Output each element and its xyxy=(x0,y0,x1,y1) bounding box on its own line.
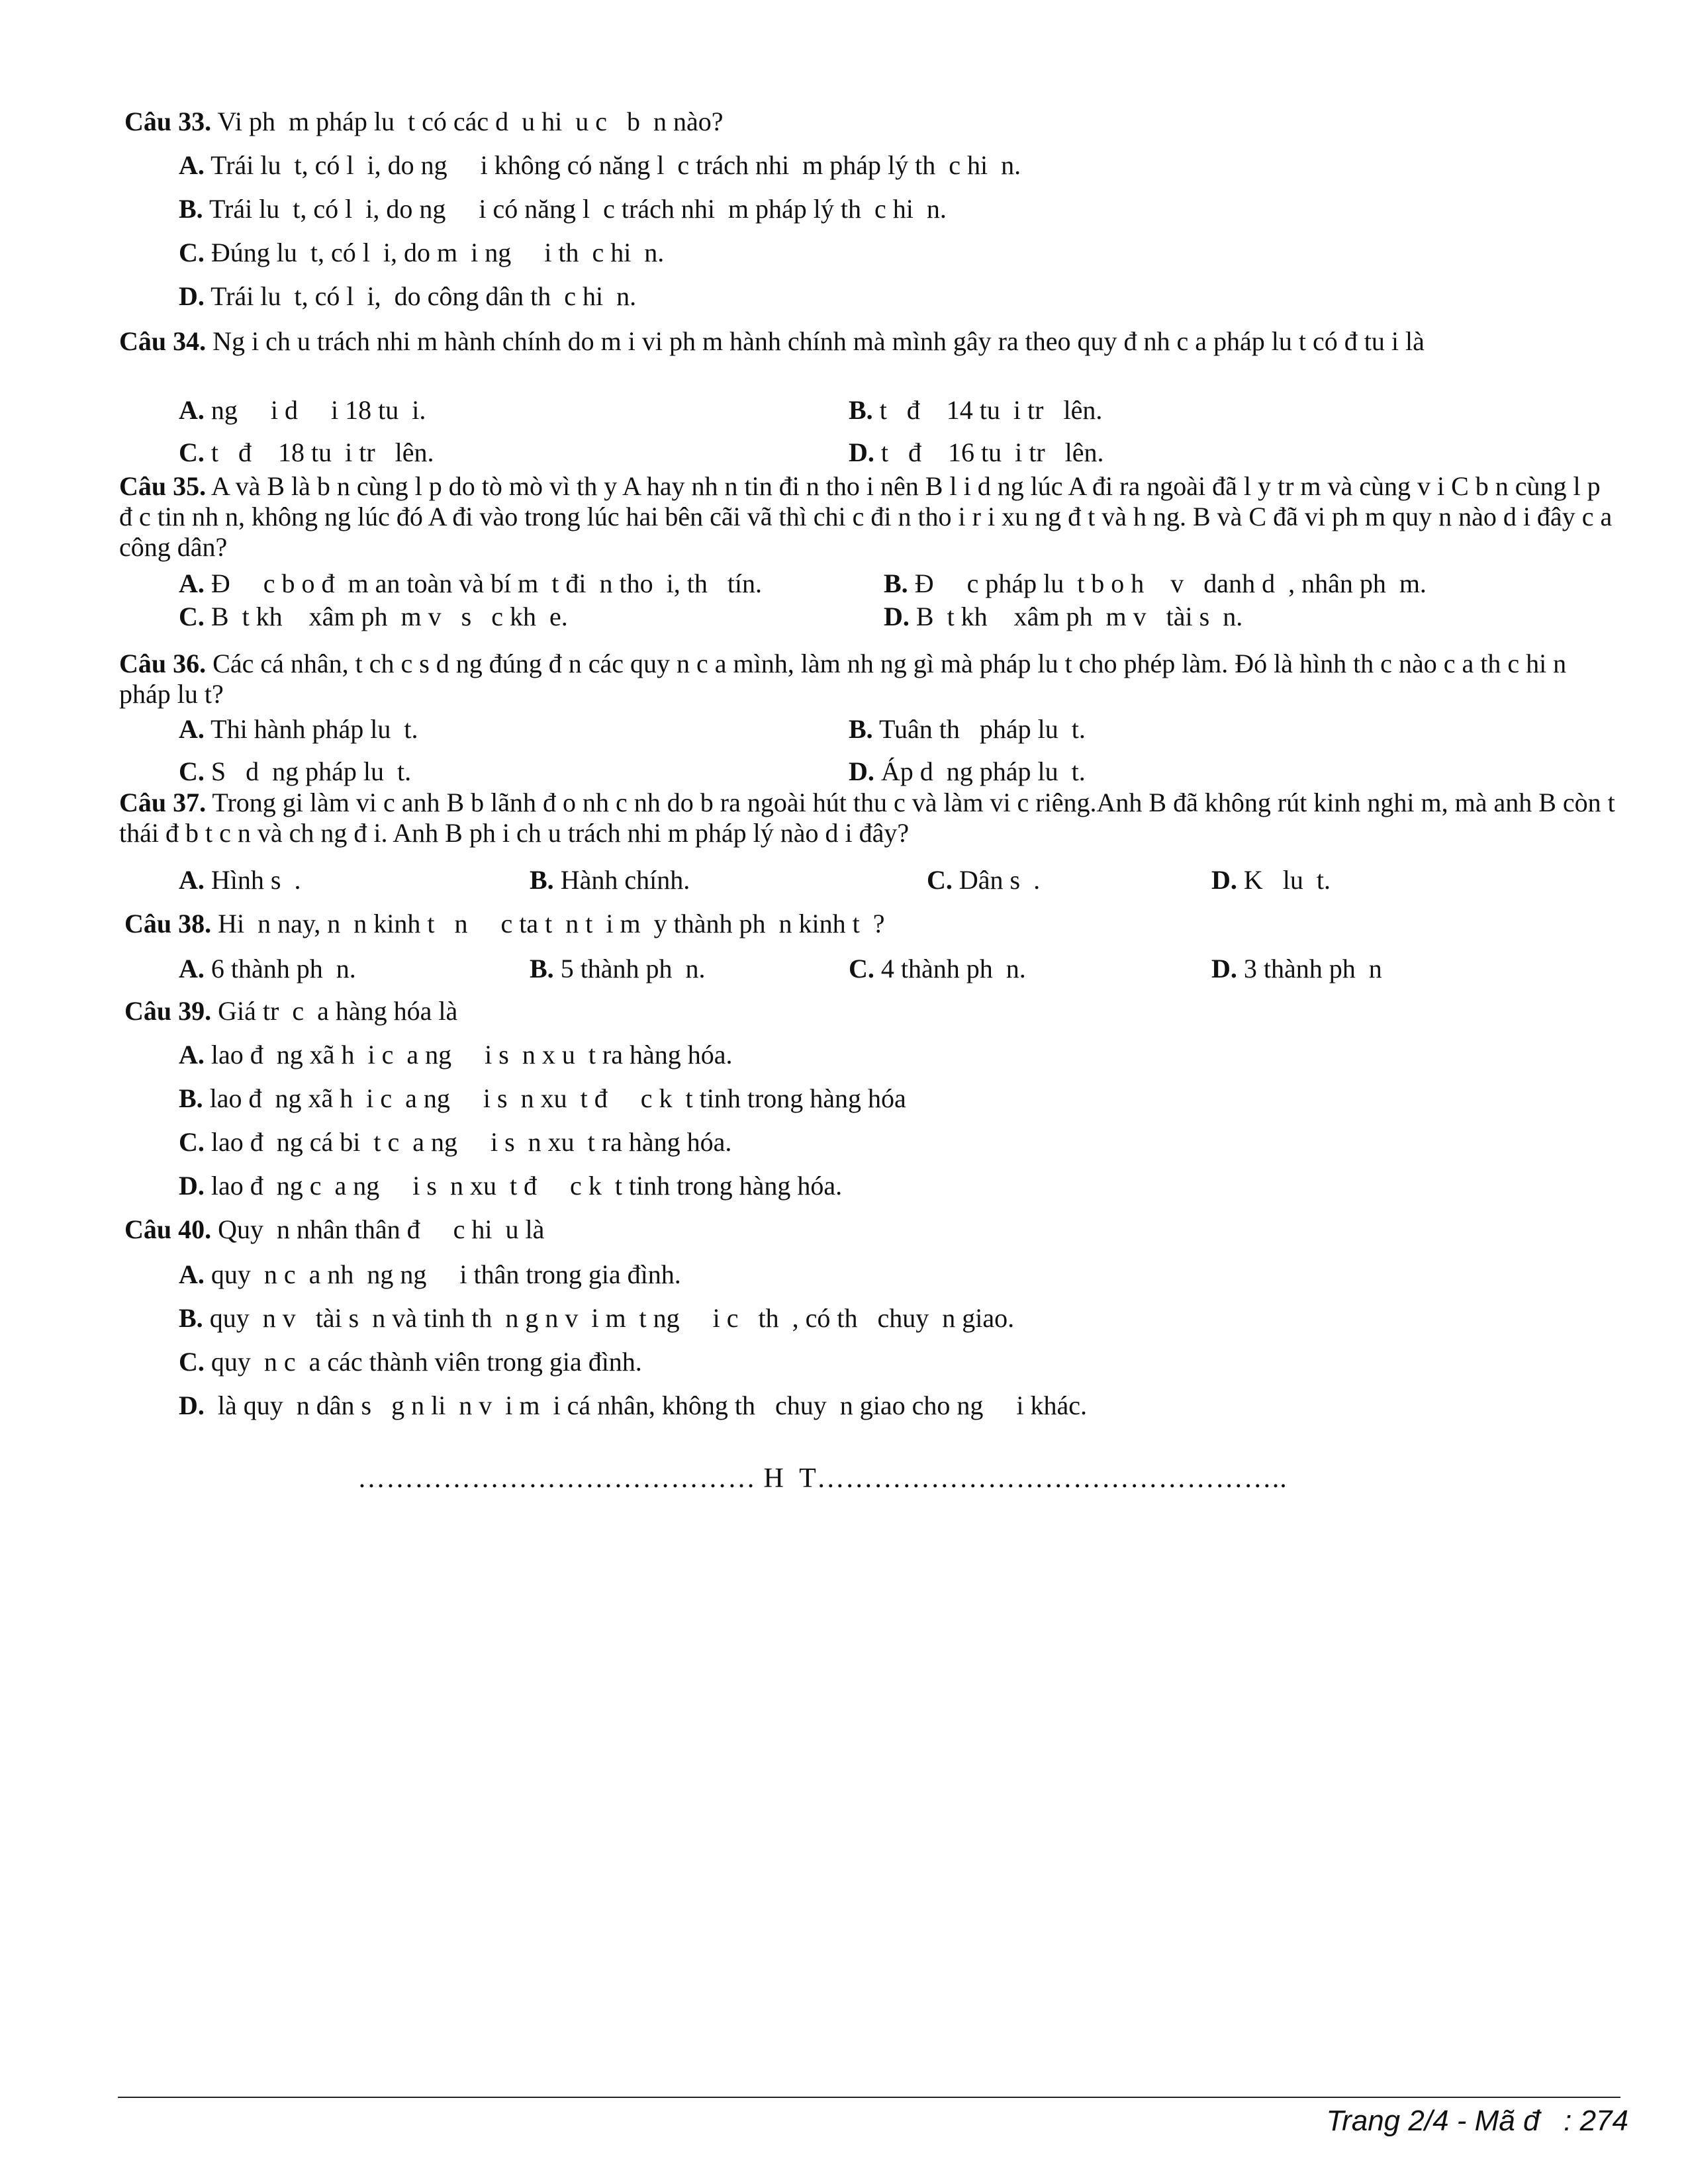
option-label: A. xyxy=(179,569,205,598)
option-label: B. xyxy=(179,1303,203,1333)
question-label: Câu 33. xyxy=(124,107,212,136)
question-37 xyxy=(119,788,1615,848)
option-text: quy n c a các thành viên trong gia đình. xyxy=(211,1347,642,1377)
question-text: Các cá nhân, t ch c s d ng đúng đ n các quy n c a mình, làm nh ng gì mà pháp lu t cho phép làm. Đó là hình th c nào c a th c hi n pháp lu t? xyxy=(119,649,1567,709)
question-text: Quy n nhân thân đ c hi u là xyxy=(218,1214,545,1244)
option-label: A. xyxy=(179,1259,205,1289)
option-label: D. xyxy=(179,281,205,311)
option-text: lao đ ng xã h i c a ng i s n xu t đ c k t tinh trong hàng hóa xyxy=(209,1083,906,1113)
option-40-b xyxy=(179,1302,1014,1334)
option-text: Hình s . xyxy=(211,865,301,895)
end-marker: …………………………………… H T………………………………………….. xyxy=(357,1463,1288,1494)
option-36-d xyxy=(849,756,1086,788)
option-39-b xyxy=(179,1083,906,1115)
option-label: B. xyxy=(179,1083,203,1113)
option-text: B t kh xâm ph m v tài s n. xyxy=(915,602,1243,631)
option-label: D. xyxy=(179,1171,205,1201)
option-37-c xyxy=(927,864,1040,896)
option-34-a xyxy=(179,394,426,426)
option-label: A. xyxy=(179,150,205,180)
option-36-c xyxy=(179,756,411,788)
option-text: 6 thành ph n. xyxy=(211,954,356,983)
option-label: D. xyxy=(179,1390,205,1420)
option-33-b xyxy=(179,193,947,225)
option-label: B. xyxy=(884,569,908,598)
option-38-c xyxy=(849,953,1026,985)
option-label: C. xyxy=(927,865,953,895)
page-footer: Trang 2/4 - Mã đ : 274 xyxy=(1326,2105,1628,2137)
option-37-d xyxy=(1211,864,1331,896)
option-text: 4 thành ph n. xyxy=(880,954,1026,983)
question-35 xyxy=(119,471,1615,563)
option-38-a xyxy=(179,953,356,985)
option-text: Trái lu t, có l i, do ng i có năng l c trách nhi m pháp lý th c hi n. xyxy=(209,194,947,224)
option-35-b xyxy=(884,568,1427,600)
question-36 xyxy=(119,649,1615,709)
question-39 xyxy=(124,995,457,1027)
option-text: Dân s . xyxy=(959,865,1041,895)
question-label: Câu 39. xyxy=(124,996,212,1026)
option-label: B. xyxy=(530,865,554,895)
option-text: S d ng pháp lu t. xyxy=(211,756,412,786)
option-text: quy n v tài s n và tinh th n g n v i m t ng i c th , có th chuy n giao. xyxy=(209,1303,1015,1333)
option-34-c xyxy=(179,437,434,469)
option-label: A. xyxy=(179,1040,205,1069)
option-text: quy n c a nh ng ng i thân trong gia đình. xyxy=(211,1259,681,1289)
option-38-b xyxy=(530,953,706,985)
option-text: ng i d i 18 tu i. xyxy=(211,395,426,425)
question-label: Câu 36. xyxy=(119,649,207,678)
option-label: A. xyxy=(179,395,205,425)
option-label: D. xyxy=(884,602,910,631)
option-40-c xyxy=(179,1346,642,1378)
option-40-d xyxy=(179,1390,1087,1422)
option-text: lao đ ng xã h i c a ng i s n x u t ra hàng hóa. xyxy=(211,1040,733,1069)
option-33-d xyxy=(179,281,636,312)
option-text: Áp d ng pháp lu t. xyxy=(880,756,1086,786)
option-35-c xyxy=(179,601,568,633)
question-text: Trong gi làm vi c anh B b lãnh đ o nh c nh do b ra ngoài hút thu c và làm vi c riêng.Anh B đã không rút kinh nghi m, mà anh B còn t thái đ b t c n và ch ng đ i. Anh B ph i ch u trách nhi m pháp lý nào d i đây? xyxy=(119,788,1615,848)
option-33-a xyxy=(179,150,1021,181)
question-label: Câu 34. xyxy=(119,326,207,356)
option-text: Đ c b o đ m an toàn và bí m t đi n tho i, th tín. xyxy=(211,569,763,598)
option-text: lao đ ng cá bi t c a ng i s n xu t ra hàng hóa. xyxy=(211,1127,732,1157)
option-text: Tuân th pháp lu t. xyxy=(878,714,1086,744)
question-text: Vi ph m pháp lu t có các d u hi u c b n nào? xyxy=(217,107,724,136)
option-label: D. xyxy=(849,756,874,786)
option-label: D. xyxy=(1211,954,1237,983)
question-33 xyxy=(124,106,724,138)
question-34 xyxy=(119,326,1615,357)
option-37-b xyxy=(530,864,690,896)
question-label: Câu 38. xyxy=(124,909,212,938)
option-label: C. xyxy=(179,602,205,631)
option-39-c xyxy=(179,1126,731,1158)
option-text: t đ 18 tu i tr lên. xyxy=(211,437,434,467)
option-text: Đúng lu t, có l i, do m i ng i th c hi n. xyxy=(211,238,665,267)
option-label: C. xyxy=(179,238,205,267)
option-label: B. xyxy=(530,954,554,983)
question-text: Giá tr c a hàng hóa là xyxy=(218,996,458,1026)
option-39-a xyxy=(179,1039,733,1071)
option-text: K lu t. xyxy=(1243,865,1331,895)
option-35-a xyxy=(179,568,762,600)
option-37-a xyxy=(179,864,301,896)
option-text: Hành chính. xyxy=(560,865,690,895)
option-text: 3 thành ph n xyxy=(1243,954,1382,983)
option-33-c xyxy=(179,237,664,269)
option-label: D. xyxy=(849,437,874,467)
option-label: A. xyxy=(179,954,205,983)
option-36-a xyxy=(179,713,418,745)
option-label: A. xyxy=(179,714,205,744)
question-text: Hi n nay, n n kinh t n c ta t n t i m y thành ph n kinh t ? xyxy=(218,909,885,938)
option-text: t đ 16 tu i tr lên. xyxy=(880,437,1104,467)
question-label: Câu 37. xyxy=(119,788,207,817)
option-label: C. xyxy=(849,954,874,983)
option-text: B t kh xâm ph m v s c kh e. xyxy=(211,602,568,631)
option-label: C. xyxy=(179,1127,205,1157)
option-text: là quy n dân s g n li n v i m i cá nhân, không th chuy n giao cho ng i khác. xyxy=(211,1390,1088,1420)
option-label: D. xyxy=(1211,865,1237,895)
option-label: B. xyxy=(179,194,203,224)
option-text: t đ 14 tu i tr lên. xyxy=(879,395,1103,425)
option-text: Thi hành pháp lu t. xyxy=(211,714,418,744)
option-35-d xyxy=(884,601,1243,633)
option-text: 5 thành ph n. xyxy=(560,954,706,983)
question-label: Câu 40. xyxy=(124,1214,212,1244)
question-label: Câu 35. xyxy=(119,471,207,501)
option-label: C. xyxy=(179,756,205,786)
option-34-b xyxy=(849,394,1102,426)
question-40 xyxy=(124,1214,544,1246)
option-label: C. xyxy=(179,1347,205,1377)
option-label: B. xyxy=(849,714,873,744)
option-text: lao đ ng c a ng i s n xu t đ c k t tinh trong hàng hóa. xyxy=(211,1171,843,1201)
option-label: C. xyxy=(179,437,205,467)
option-text: Đ c pháp lu t b o h v danh d , nhân ph m. xyxy=(914,569,1427,598)
option-34-d xyxy=(849,437,1104,469)
option-label: A. xyxy=(179,865,205,895)
option-39-d xyxy=(179,1170,842,1202)
option-label: B. xyxy=(849,395,873,425)
option-36-b xyxy=(849,713,1086,745)
option-text: Trái lu t, có l i, do công dân th c hi n. xyxy=(211,281,637,311)
option-40-a xyxy=(179,1259,681,1291)
option-38-d xyxy=(1211,953,1382,985)
option-text: Trái lu t, có l i, do ng i không có năng l c trách nhi m pháp lý th c hi n. xyxy=(211,150,1021,180)
question-text: A và B là b n cùng l p do tò mò vì th y A hay nh n tin đi n tho i nên B l i d ng lúc A đi ra ngoài đã l y tr m và cùng v i C b n cùng l p đ c tin nh n, không ng lúc đó A đi vào trong lúc hai bên cãi vã thì chi c đi n tho i r i xu ng đ t và h ng. B và C đã vi ph m quy n nào d i đây c a công dân? xyxy=(119,471,1613,562)
footer-rule xyxy=(118,2097,1620,2098)
question-38 xyxy=(124,908,884,940)
question-text: Ng i ch u trách nhi m hành chính do m i vi ph m hành chính mà mình gây ra theo quy đ nh c a pháp lu t có đ tu i là xyxy=(212,326,1425,356)
